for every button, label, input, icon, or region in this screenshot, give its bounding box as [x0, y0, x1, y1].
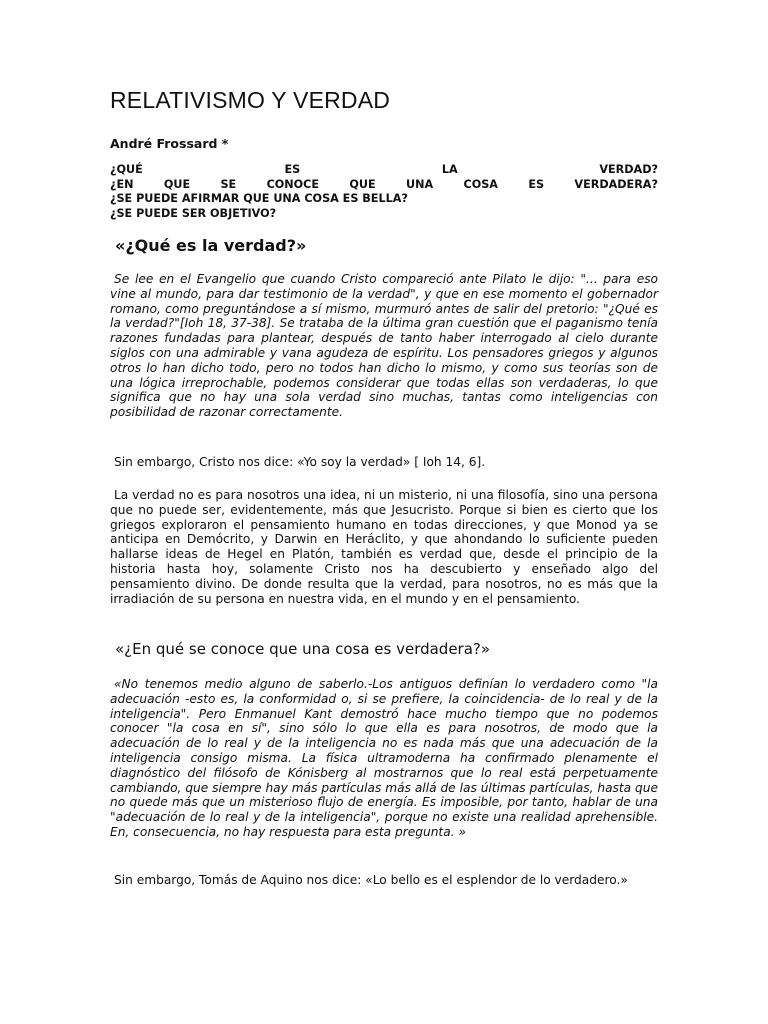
question-word: LA [441, 163, 458, 176]
questions-block [110, 163, 658, 221]
question-word: QUE [349, 177, 376, 191]
paragraph-gospel-pilate: Se lee en el Evangelio que cuando Cristo compareció ante Pilato le dijo: "... para eso vine al mundo, para dar testimonio de la verdad", y que en ese momento el gobernador romano, como preguntándose a sí mismo, murmuró antes de salir del pretorio: "¿Qué es la verdad?"[Ioh 18, 37-38]. Se trataba de la última gran cuestión que el paganismo tenía razones fundadas para plantear, después de tanto haber interrogado al cielo durante siglos con una admirable y vana agudeza de espíritu. Los pensadores griegos y algunos otros lo han dicho todo, pero no todos han dicho lo mismo, y como sus teorías son de una lógica irreprochable, podemos considerar que todas ellas son verdaderas, lo que significa que no hay una sola verdad sino muchas, tantas como inteligencias con posibilidad de razonar correctamente. [110, 272, 658, 420]
paragraph-truth-person: La verdad no es para nosotros una idea, ni un misterio, ni una filosofía, sino una persona que no puede ser, evidentemente, más que Jesucristo. Porque si bien es cierto que los griegos exploraron el pensamiento humano en todas direcciones, y que Monod ya se anticipa en Demócrito, y Darwin en Heráclito, y que ahondando lo suficiente pueden hallarse ideas de Hegel en Platón, también es verdad que, desde el principio de la historia hasta hoy, solamente Cristo nos ha descubierto y enseñado algo del pensamiento divino. De donde resulta que la verdad, para nosotros, no es más que la irradiación de su persona en nuestra vida, en el mundo y en el pensamiento. [110, 488, 658, 606]
question-word: COSA [463, 177, 498, 191]
section-heading-truth: «¿Qué es la verdad?» [115, 236, 307, 255]
section-heading-how-known: «¿En qué se conoce que una cosa es verdadera?» [115, 640, 491, 658]
paragraph-aquinas: Sin embargo, Tomás de Aquino nos dice: «Lo bello es el esplendor de lo verdadero.» [114, 873, 628, 887]
question-word: UNA [406, 177, 434, 191]
question-word: QUE [163, 177, 191, 191]
question-word: ¿QUÉ [110, 163, 143, 176]
question-line-2 [110, 178, 658, 193]
paragraph-no-means: «No tenemos medio alguno de saberlo.-Los antiguos definían lo verdadero como "la adecuación -esto es, la conformidad o, si se prefiere, la coincidencia- de lo real y de la inteligencia". Pero Enmanuel Kant demostró hace mucho tiempo que no podemos conocer "la cosa en sí", sino sólo lo que ella es para nosotros, de modo que la adecuación de lo real y de la inteligencia no es nada más que una adecuación de la inteligencia consigo misma. La física ultramoderna ha confirmado plenamente el diagnóstico del filósofo de Kónisberg al mostrarnos que lo real está perpetuamente cambiando, que siempre hay más partículas más allá de las últimas partículas, hasta que no quede más que un misterioso flujo de energía. Es imposible, por tanto, hablar de una "adecuación de lo real y de la inteligencia", porque no existe una realidad aprehensible. En, consecuencia, no hay respuesta para esta pregunta. » [110, 677, 658, 839]
question-line-4: ¿SE PUEDE SER OBJETIVO? [110, 206, 277, 220]
question-word: ¿EN [110, 177, 134, 191]
question-word: ES [528, 177, 545, 191]
paragraph-christ-says: Sin embargo, Cristo nos dice: «Yo soy la verdad» [ Ioh 14, 6]. [114, 455, 486, 469]
question-line-3: ¿SE PUEDE AFIRMAR QUE UNA COSA ES BELLA? [110, 192, 408, 206]
question-word: VERDAD? [599, 163, 658, 176]
question-line-1 [110, 163, 658, 178]
question-word: VERDADERA? [574, 177, 658, 191]
question-word: CONOCE [266, 177, 320, 191]
question-word: SE [220, 177, 237, 191]
document-title: RELATIVISMO Y VERDAD [110, 87, 391, 113]
question-word: ES [284, 163, 301, 176]
author-name: André Frossard * [110, 136, 229, 151]
